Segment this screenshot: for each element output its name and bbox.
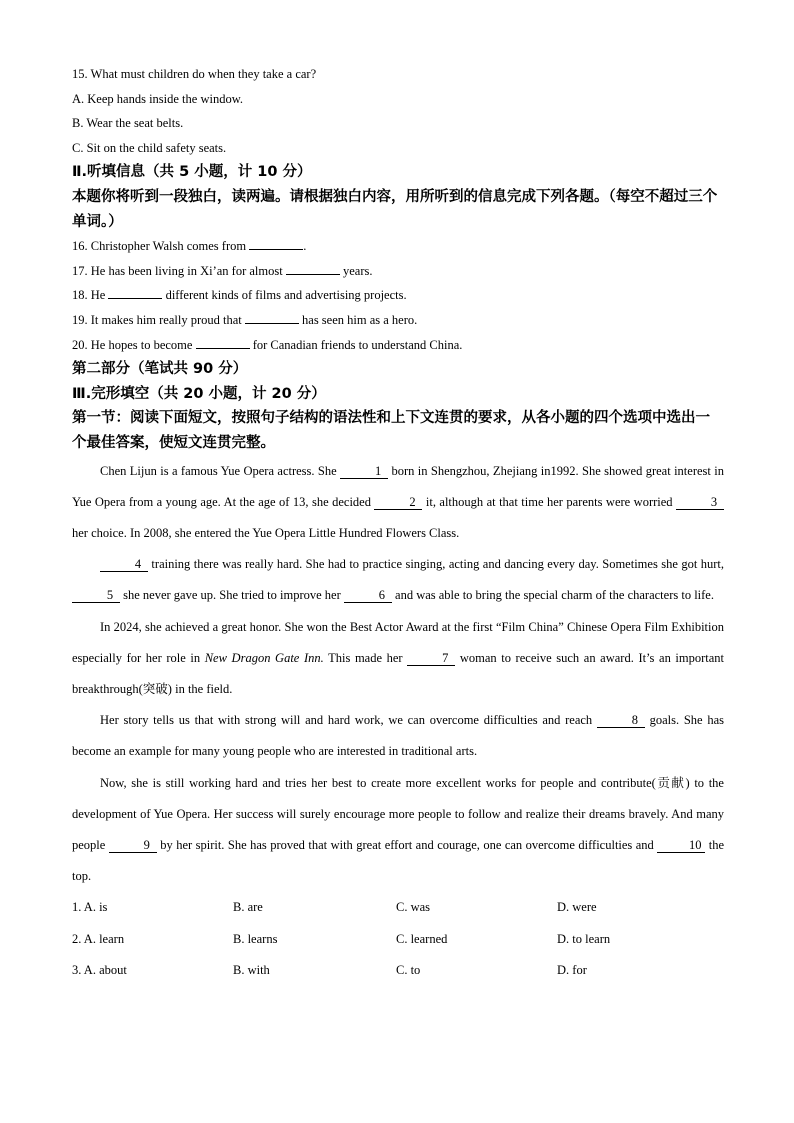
item-text: has seen him as a hero. — [298, 312, 418, 327]
choice-option[interactable]: 1. A. is — [72, 900, 108, 915]
passage-text: woman to receive such an award. It’s an important breakthrough(突破) in the field. — [72, 650, 725, 696]
answer-choices — [72, 892, 724, 986]
answer-blank[interactable] — [108, 298, 162, 299]
cloze-blank-4[interactable]: 4 — [100, 557, 148, 572]
paragraph-4 — [72, 705, 724, 767]
cloze-blank-7[interactable]: 7 — [407, 651, 455, 666]
passage-text: Chen Lijun is a famous Yue Opera actress. She — [100, 463, 341, 478]
item-text: years. — [339, 263, 373, 278]
item-text: for Canadian friends to understand China. — [249, 337, 463, 352]
choice-option[interactable]: D. to learn — [557, 931, 611, 946]
cloze-blank-6[interactable]: 6 — [344, 588, 392, 603]
paragraph-5 — [72, 768, 724, 893]
option-c: C. Sit on the child safety seats. — [72, 140, 227, 155]
fill-item-18 — [72, 283, 724, 308]
section-written — [72, 357, 724, 455]
question-15 — [72, 62, 724, 160]
section-heading: Ⅲ.完形填空（共 20 小题，计 20 分） — [72, 385, 326, 402]
section-listening-fill — [72, 160, 724, 357]
item-text: 17. He has been living in Xi’an for almost — [72, 263, 286, 278]
passage-text: she never gave up. She tried to improve her — [120, 588, 344, 603]
choice-option[interactable]: B. with — [233, 962, 270, 977]
exam-page — [72, 62, 724, 986]
section-heading: Ⅱ.听填信息（共 5 小题，计 10 分） — [72, 164, 312, 181]
fill-item-17 — [72, 259, 724, 284]
paragraph-3 — [72, 612, 724, 706]
choice-option[interactable]: C. to — [396, 962, 421, 977]
passage-text: training there was really hard. She had to practice singing, acting and dancing every day. Sometimes she got hurt, — [148, 557, 724, 572]
film-title: New Dragon Gate Inn. — [204, 650, 324, 665]
option-a: A. Keep hands inside the window. — [72, 91, 244, 106]
item-text: 19. It makes him really proud that — [72, 312, 245, 327]
item-text: different kinds of films and advertising projects. — [162, 288, 407, 303]
cloze-blank-5[interactable]: 5 — [72, 588, 120, 603]
passage-text: by her spirit. She has proved that with great effort and courage, one can overcome difficulties and — [156, 837, 658, 852]
passage-text: born in Shengzhou, Zhejiang in1992. She showed great interest in Yue Opera from a young age. At the age of 13, she decided — [72, 463, 724, 509]
cloze-blank-8[interactable]: 8 — [597, 713, 645, 728]
choice-row-2 — [72, 924, 724, 955]
choice-option[interactable]: B. are — [233, 900, 263, 915]
answer-blank[interactable] — [196, 348, 250, 349]
fill-item-19 — [72, 308, 724, 333]
fill-item-20 — [72, 333, 724, 358]
passage-text: it, although at that time her parents were worried — [422, 494, 676, 509]
passage-text: her choice. In 2008, she entered the Yue Opera Little Hundred Flowers Class. — [72, 525, 460, 540]
choice-option[interactable]: D. were — [557, 900, 597, 915]
question-text: 15. What must children do when they take a car? — [72, 67, 317, 81]
item-text: 20. He hopes to become — [72, 337, 196, 352]
choice-option[interactable]: 2. A. learn — [72, 931, 125, 946]
item-text: . — [303, 239, 307, 254]
choice-option[interactable]: 3. A. about — [72, 962, 127, 977]
passage-text: This made her — [323, 650, 408, 665]
item-text: 16. Christopher Walsh comes from — [72, 239, 250, 254]
passage-text: Now, she is still working hard and tries her best to create more excellent works for people and contribute(贡献) to the development of Yue Opera. Her success will surely encourage more people to follow and realize their dreams bravely. And many people — [72, 775, 724, 852]
fill-item-16 — [72, 234, 724, 259]
choice-row-1 — [72, 892, 724, 923]
paragraph-2 — [72, 549, 724, 611]
item-text: 18. He — [72, 288, 109, 303]
passage-text: In 2024, she achieved a great honor. She won the Best Actor Award at the first “Film China” Chinese Opera Film Exhibition especially for her role in — [72, 619, 724, 665]
option-b: B. Wear the seat belts. — [72, 116, 184, 131]
section-instruction: 第一节：阅读下面短文，按照句子结构的语法性和上下文连贯的要求，从各小题的四个选项中选出一个最佳答案，使短文连贯完整。 — [72, 410, 710, 451]
answer-blank[interactable] — [249, 249, 303, 250]
section-instruction: 本题你将听到一段独白，读两遍。请根据独白内容，用所听到的信息完成下列各题。（每空不超过三个单词。） — [72, 188, 718, 230]
cloze-passage — [72, 456, 724, 893]
cloze-blank-10[interactable]: 10 — [657, 838, 705, 853]
passage-text: and was able to bring the special charm of the characters to life. — [391, 588, 714, 603]
answer-blank[interactable] — [286, 274, 340, 275]
part-heading: 第二部分（笔试共 90 分） — [72, 361, 248, 378]
passage-text: the top. — [72, 837, 724, 884]
paragraph-1 — [72, 456, 724, 550]
answer-blank[interactable] — [245, 323, 299, 324]
choice-row-3 — [72, 955, 724, 986]
cloze-blank-3[interactable]: 3 — [676, 495, 724, 510]
choice-option[interactable]: C. learned — [396, 931, 448, 946]
cloze-blank-9[interactable]: 9 — [109, 838, 157, 853]
passage-text: Her story tells us that with strong will and hard work, we can overcome difficulties and reach — [100, 713, 597, 728]
cloze-blank-2[interactable]: 2 — [374, 495, 422, 510]
choice-option[interactable]: D. for — [557, 962, 587, 977]
cloze-blank-1[interactable]: 1 — [340, 464, 388, 479]
choice-option[interactable]: B. learns — [233, 931, 278, 946]
choice-option[interactable]: C. was — [396, 900, 431, 915]
passage-text: goals. She has become an example for many young people who are interested in traditional arts. — [72, 713, 724, 759]
